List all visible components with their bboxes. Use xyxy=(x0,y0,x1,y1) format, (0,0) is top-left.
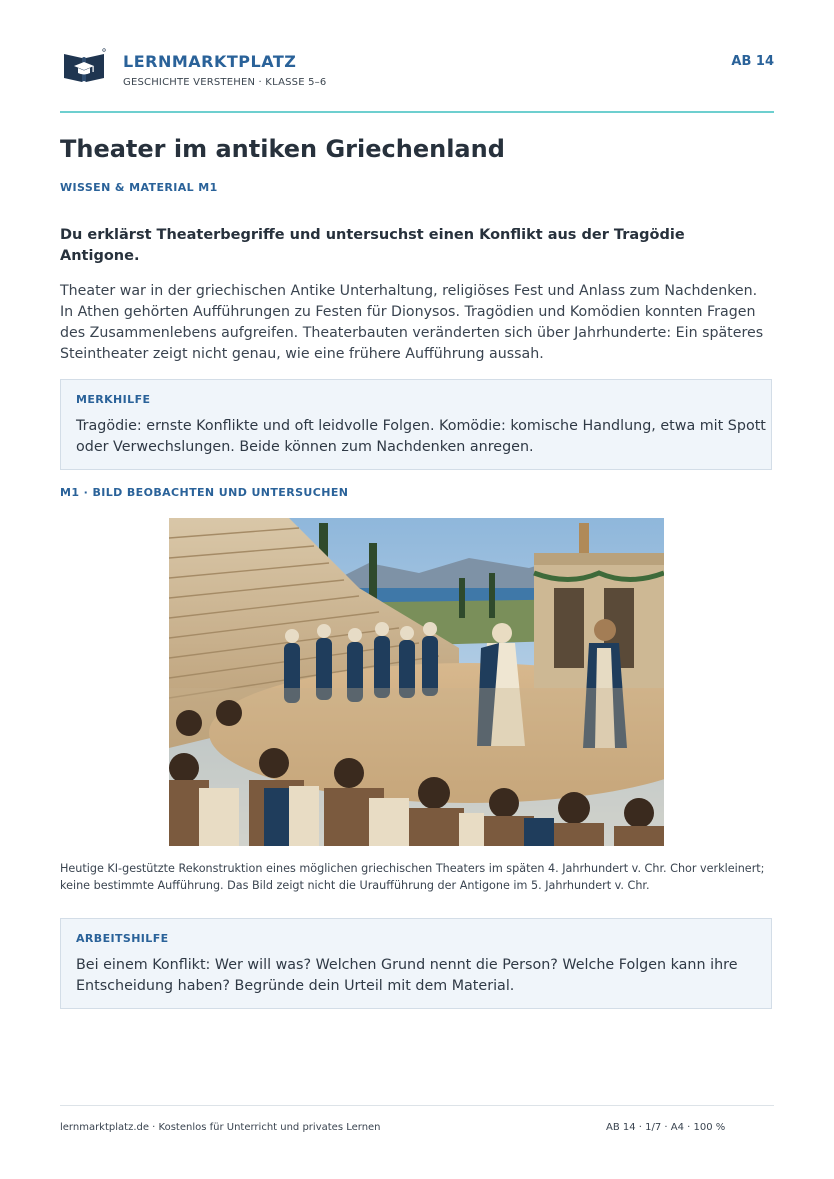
page-title: Theater im antiken Griechenland xyxy=(60,135,505,163)
footer-site-link[interactable]: lernmarktplatz.de · Kostenlos für Unterricht und privates Lernen xyxy=(60,1122,381,1133)
footer-page-info: AB 14 · 1/7 · A4 · 100 % xyxy=(606,1122,726,1133)
arbeitshilfe-text: Bei einem Konflikt: Wer will was? Welchen Grund nennt die Person? Welche Folgen kann ihre Entscheidung haben? Begründe dein Urteil mit dem Material. xyxy=(76,957,738,994)
arbeitshilfe-box xyxy=(60,918,772,1009)
theater-reconstruction-image xyxy=(169,518,664,846)
learning-goal: Du erklärst Theaterbegriffe und untersuchst einen Konflikt aus der Tragödie Antigone. xyxy=(60,227,685,264)
sheet-id: AB 14 xyxy=(731,54,774,69)
merkhilfe-text: Tragödie: ernste Konflikte und oft leidvolle Folgen. Komödie: komische Handlung, etwa mit Spott oder Verwechslungen. Beide können zum Nachdenken anregen. xyxy=(76,418,766,455)
image-caption: Heutige KI-gestützte Rekonstruktion eines möglichen griechischen Theaters im späten 4. Jahrhundert v. Chr. Chor verkleinert; keine bestimmte Aufführung. Das Bild zeigt nicht die Uraufführung der Antigone im 5. Jahrhundert v. Chr. xyxy=(60,862,765,892)
footer-divider xyxy=(60,1105,774,1106)
section-kicker: WISSEN & MATERIAL M1 xyxy=(60,181,218,194)
merkhilfe-label: MERKHILFE xyxy=(76,393,151,406)
brand-subtitle: GESCHICHTE VERSTEHEN · KLASSE 5–6 xyxy=(123,77,327,88)
arbeitshilfe-label: ARBEITSHILFE xyxy=(76,932,169,945)
intro-text: Theater war in der griechischen Antike Unterhaltung, religiöses Fest und Anlass zum Nachdenken. In Athen gehörten Aufführungen zu Festen für Dionysos. Tragödien und Komödien konnten Fragen des Zusammenlebens aufgreifen. Theaterbauten veränderten sich über Jahrhunderte: Ein späteres Steintheater zeigt nicht genau, wie eine frühere Aufführung aussah. xyxy=(60,283,764,362)
brand-name: LERNMARKTPLATZ xyxy=(123,52,297,71)
merkhilfe-box xyxy=(60,379,772,470)
book-graduation-cap-icon xyxy=(62,48,106,84)
material-heading: M1 · BILD BEOBACHTEN UND UNTERSUCHEN xyxy=(60,486,349,499)
header-divider xyxy=(60,111,774,113)
page-header xyxy=(60,48,774,96)
